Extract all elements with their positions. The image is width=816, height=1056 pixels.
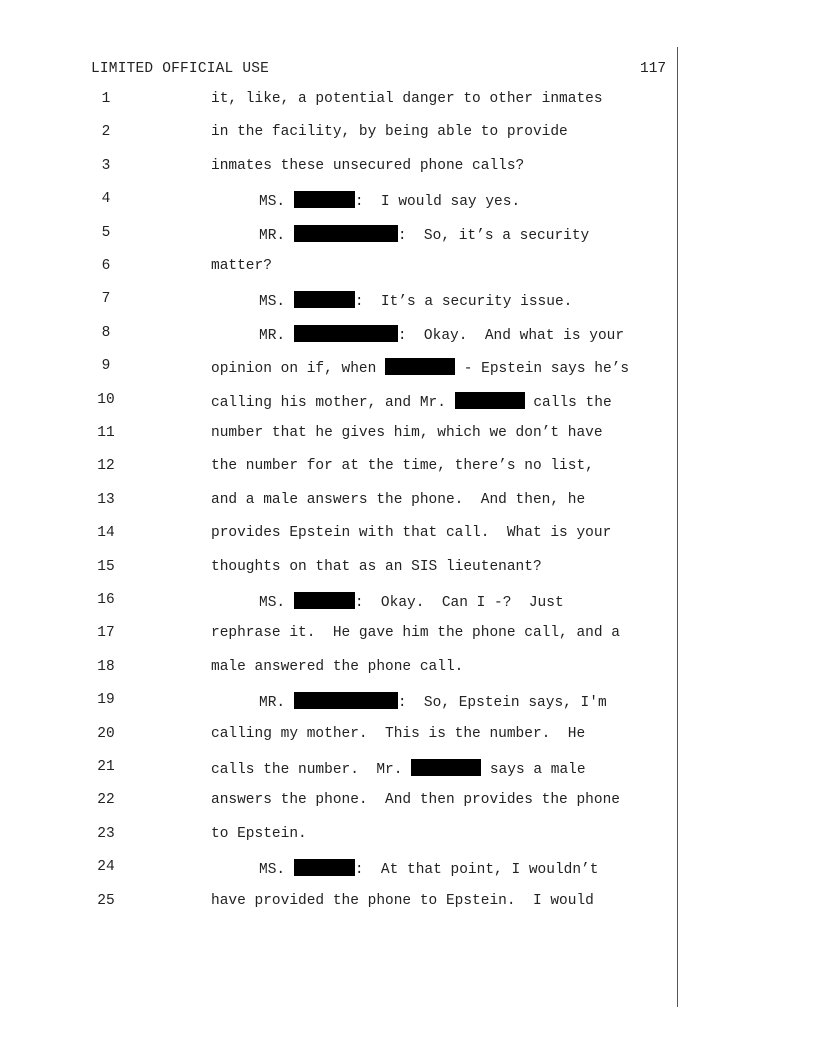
transcript-line <box>0 559 680 583</box>
transcript-line <box>0 325 680 349</box>
line-text <box>211 91 603 107</box>
text-segment: : So, it’s a security <box>397 227 590 244</box>
transcript-line <box>0 258 680 282</box>
text-segment: answers the phone. And then provides the phone <box>211 792 620 809</box>
line-text <box>211 559 542 575</box>
text-segment: MS. <box>259 294 294 311</box>
transcript-line <box>0 425 680 449</box>
line-text <box>211 258 272 274</box>
text-segment: in the facility, by being able to provide <box>211 124 568 141</box>
text-segment: matter? <box>211 258 272 274</box>
line-number: 15 <box>97 558 115 575</box>
transcript-line <box>0 893 680 917</box>
line-text <box>211 525 611 541</box>
transcript-line <box>0 759 680 783</box>
text-segment: MS. <box>259 194 294 211</box>
text-segment: have provided the phone to Epstein. I would <box>211 892 594 909</box>
line-text <box>211 893 594 909</box>
line-number: 8 <box>101 324 111 341</box>
transcript-line <box>0 124 680 148</box>
line-text <box>259 859 598 878</box>
transcript-line <box>0 458 680 482</box>
line-text <box>259 325 624 344</box>
line-number: 13 <box>97 491 115 508</box>
line-text <box>211 792 620 808</box>
line-text <box>211 392 612 411</box>
text-segment: MR. <box>259 695 294 712</box>
line-text <box>259 692 607 711</box>
text-segment: calling his mother, and Mr. <box>211 394 455 411</box>
transcript-line <box>0 191 680 215</box>
transcript-line <box>0 525 680 549</box>
line-number: 22 <box>97 792 115 809</box>
line-number: 9 <box>101 358 111 375</box>
transcript-line <box>0 692 680 716</box>
line-number: 14 <box>97 525 115 542</box>
text-segment: thoughts on that as an SIS lieutenant? <box>211 558 542 575</box>
text-segment: : At that point, I wouldn’t <box>354 862 599 879</box>
line-text <box>211 759 586 778</box>
text-segment: : It’s a security issue. <box>354 294 573 311</box>
line-number: 20 <box>97 725 115 742</box>
line-text <box>259 291 572 310</box>
redaction-block <box>411 759 481 776</box>
line-number: 19 <box>97 692 115 709</box>
line-text <box>211 625 620 641</box>
text-segment: male answered the phone call. <box>211 658 464 675</box>
text-segment: - Epstein says he’s <box>455 361 630 378</box>
transcript-line <box>0 358 680 382</box>
line-number: 4 <box>101 191 111 208</box>
text-segment: calls the <box>524 394 612 411</box>
transcript-line <box>0 726 680 750</box>
text-segment: : Okay. Can I -? Just <box>354 595 564 611</box>
transcript-line <box>0 91 680 115</box>
text-segment: calls the number. Mr. <box>211 762 412 778</box>
text-segment: MR. <box>259 227 294 244</box>
transcript-line <box>0 859 680 883</box>
text-segment: the number for at the time, there’s no list, <box>211 458 594 475</box>
text-segment: calling my mother. This is the number. He <box>211 725 586 742</box>
line-number: 23 <box>97 825 115 842</box>
line-text <box>211 425 603 441</box>
line-number: 21 <box>97 759 115 775</box>
line-number: 6 <box>101 258 111 274</box>
redaction-block <box>294 225 398 242</box>
redaction-block <box>294 859 355 876</box>
line-number: 2 <box>101 124 111 141</box>
text-segment: number that he gives him, which we don’t have <box>211 425 603 441</box>
transcript-line <box>0 625 680 649</box>
transcript-line <box>0 792 680 816</box>
redaction-block <box>294 325 398 342</box>
page-header-classification: LIMITED OFFICIAL USE <box>91 61 270 77</box>
line-number: 3 <box>101 157 111 174</box>
line-text <box>211 158 524 174</box>
text-segment: to Epstein. <box>211 825 307 842</box>
redaction-block <box>294 191 355 208</box>
redaction-block <box>294 291 355 308</box>
text-segment: : Okay. And what is your <box>397 327 625 344</box>
text-segment: opinion on if, when <box>211 361 386 378</box>
page-number: 117 <box>640 61 667 77</box>
text-segment: it, like, a potential danger to other inmates <box>211 91 603 107</box>
redaction-block <box>385 358 455 375</box>
transcript-line <box>0 158 680 182</box>
text-segment: rephrase it. He gave him the phone call, and a <box>211 625 620 642</box>
line-text <box>211 826 307 842</box>
text-segment: MS. <box>259 595 294 611</box>
line-number: 18 <box>97 658 115 675</box>
transcript-line <box>0 492 680 516</box>
transcript-line <box>0 659 680 683</box>
line-number: 10 <box>97 391 115 408</box>
line-text <box>259 592 564 611</box>
text-segment: and a male answers the phone. And then, he <box>211 491 586 508</box>
line-number: 1 <box>101 91 111 107</box>
redaction-block <box>455 392 525 409</box>
redaction-block <box>294 692 398 709</box>
transcript-line <box>0 826 680 850</box>
text-segment: : I would say yes. <box>354 194 521 211</box>
line-text <box>211 492 585 508</box>
text-segment: provides Epstein with that call. What is your <box>211 525 612 542</box>
line-number: 11 <box>97 425 115 441</box>
line-text <box>211 726 585 742</box>
line-number: 12 <box>97 458 115 475</box>
text-segment: says a male <box>481 762 586 778</box>
text-segment: : So, Epstein says, I'm <box>397 695 607 712</box>
line-text <box>211 458 594 474</box>
line-number: 24 <box>97 859 115 876</box>
transcript-line <box>0 225 680 249</box>
line-number: 5 <box>101 224 111 241</box>
line-text <box>259 225 589 244</box>
line-number: 7 <box>101 291 111 308</box>
text-segment: inmates these unsecured phone calls? <box>211 157 525 174</box>
text-segment: MS. <box>259 862 294 879</box>
transcript-line <box>0 291 680 315</box>
text-segment: MR. <box>259 327 294 344</box>
line-text <box>211 358 629 377</box>
line-text <box>211 124 568 140</box>
transcript-line <box>0 592 680 616</box>
redaction-block <box>294 592 355 609</box>
line-number: 16 <box>97 592 115 608</box>
line-number: 17 <box>97 625 115 642</box>
transcript-line <box>0 392 680 416</box>
line-text <box>259 191 520 210</box>
line-number: 25 <box>97 892 115 909</box>
line-text <box>211 659 463 675</box>
